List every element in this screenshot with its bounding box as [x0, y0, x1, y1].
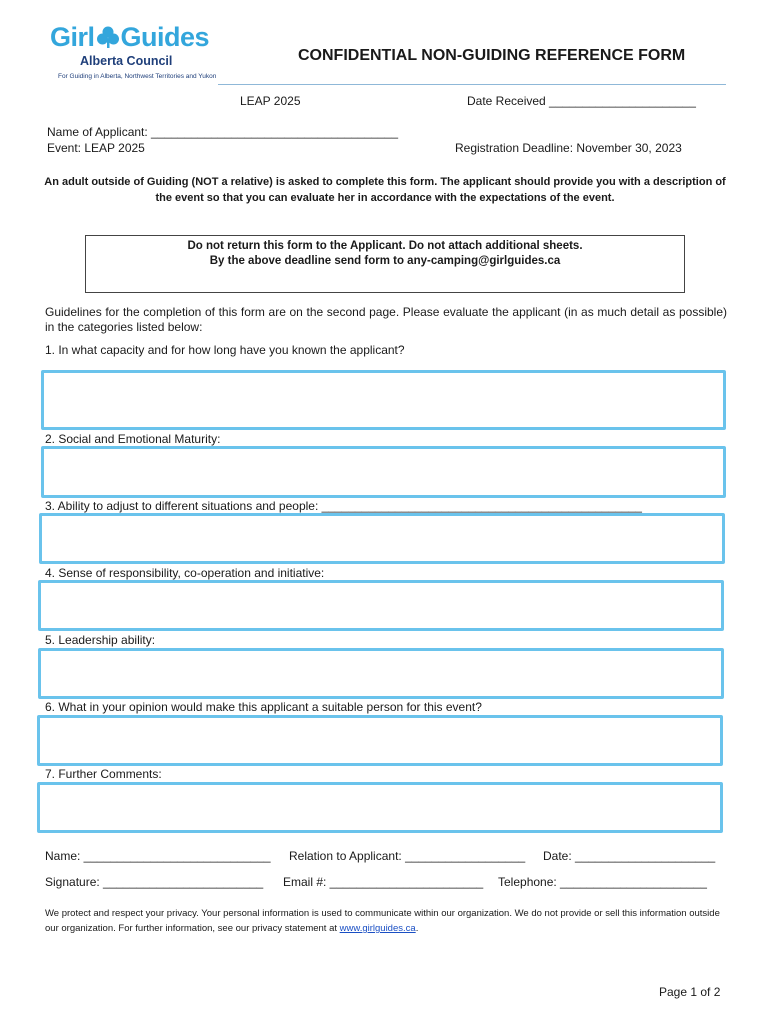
privacy-text: We protect and respect your privacy. Your personal information is used to communicate within our organization. We do not provide or sell this information outside our organization. For further information, see our privacy statement at: [45, 908, 720, 934]
header-divider: [218, 84, 726, 85]
question-4-label: 4. Sense of responsibility, co-operation and initiative:: [45, 566, 325, 580]
logo-title-right: Guides: [120, 22, 210, 52]
answer-3-field[interactable]: [39, 513, 725, 564]
relation-field[interactable]: Relation to Applicant: __________________: [289, 849, 526, 863]
question-6-label: 6. What in your opinion would make this applicant a suitable person for this event?: [45, 700, 482, 714]
privacy-notice: [45, 906, 735, 936]
answer-6-field[interactable]: [37, 715, 723, 766]
answer-1-field[interactable]: [41, 370, 726, 430]
telephone-field[interactable]: Telephone: ______________________: [498, 875, 707, 889]
trefoil-icon: [96, 25, 120, 49]
notice-line-2: By the above deadline send form to any-camping@girlguides.ca: [209, 255, 561, 267]
notice-box: [85, 235, 685, 293]
date-received-field[interactable]: Date Received ______________________: [467, 94, 696, 108]
form-title: CONFIDENTIAL NON-GUIDING REFERENCE FORM: [298, 47, 686, 64]
logo-title-left: Girl: [50, 22, 95, 52]
answer-4-field[interactable]: [38, 580, 724, 631]
answer-5-field[interactable]: [38, 648, 724, 699]
applicant-name-field[interactable]: Name of Applicant: _____________________________________: [47, 125, 398, 139]
page-number: Page 1 of 2: [659, 985, 721, 999]
registration-deadline: Registration Deadline: November 30, 2023: [455, 141, 682, 155]
question-5-label: 5. Leadership ability:: [45, 633, 156, 647]
logo-title: [50, 22, 209, 53]
name-field[interactable]: Name: ____________________________: [45, 849, 271, 863]
privacy-link[interactable]: www.girlguides.ca: [339, 923, 416, 934]
signature-field[interactable]: Signature: ________________________: [45, 875, 264, 889]
privacy-end: .: [415, 923, 419, 934]
question-1-label: 1. In what capacity and for how long have you known the applicant?: [45, 343, 405, 357]
question-7-label: 7. Further Comments:: [45, 767, 162, 781]
question-2-label: 2. Social and Emotional Maturity:: [45, 432, 221, 446]
intro-text: An adult outside of Guiding (NOT a relative) is asked to complete this form. The applicant should provide you with a description of the event so that you can evaluate her in accordance with the expectations of the event.: [44, 176, 726, 204]
answer-2-field[interactable]: [41, 446, 726, 498]
email-field[interactable]: Email #: _______________________: [283, 875, 484, 889]
girl-guides-logo: [50, 18, 220, 88]
notice-line-1: Do not return this form to the Applicant. Do not attach additional sheets.: [187, 240, 583, 252]
event-code: LEAP 2025: [240, 94, 301, 108]
question-3-label: 3. Ability to adjust to different situations and people: ________________________________________________: [45, 499, 642, 513]
answer-7-field[interactable]: [37, 782, 723, 833]
guidelines-text: Guidelines for the completion of this form are on the second page. Please evaluate the applicant (in as much detail as possible) in the categories listed below:: [45, 305, 727, 334]
logo-tagline: For Guiding in Alberta, Northwest Territories and Yukon: [58, 73, 217, 80]
logo-subtitle: Alberta Council: [80, 54, 173, 68]
date-field[interactable]: Date: _____________________: [543, 849, 716, 863]
event-label: Event: LEAP 2025: [47, 141, 145, 155]
